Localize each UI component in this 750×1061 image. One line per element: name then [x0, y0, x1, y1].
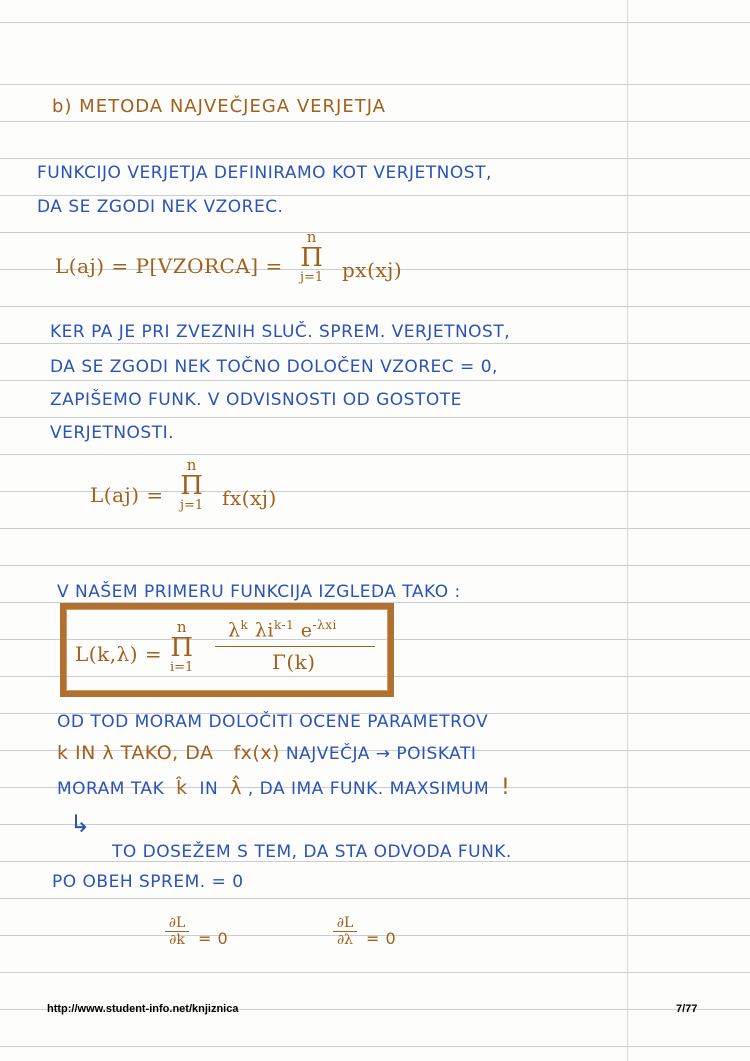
product-symbol: Π — [300, 243, 323, 273]
formula1-rhs: px(xj) — [342, 258, 403, 282]
paragraph1-line1: FUNKCIJO VERJETJA DEFINIRAMO KOT VERJETNOST, — [37, 163, 492, 183]
derivative-dl-dlambda — [333, 916, 357, 947]
formula1-upper: n — [306, 228, 317, 246]
paragraph3: V NAŠEM PRIMERU FUNKCIJA IZGLEDA TAKO : — [57, 582, 461, 602]
derivative-dl-dk — [165, 916, 189, 947]
footer-url[interactable]: http://www.student-info.net/knjiznica — [47, 1003, 239, 1015]
formula2-lower: j=1 — [180, 498, 204, 513]
paragraph4-line2 — [57, 742, 476, 764]
product-symbol: Π — [170, 633, 193, 663]
formula1-product — [300, 230, 323, 284]
derivative2-numerator: ∂L — [336, 915, 354, 931]
numerator-k-minus-1-exponent: k-1 — [274, 618, 295, 632]
numerator-e-exponent: -λxi — [312, 618, 337, 632]
product-symbol: Π — [180, 471, 203, 501]
derivative1-numerator: ∂L — [168, 915, 186, 931]
derivative1-equals-zero: = 0 — [198, 929, 229, 948]
formula2-upper: n — [186, 456, 197, 474]
paragraph2-line1: KER PA JE PRI ZVEZNIH SLUČ. SPREM. VERJETNOST, — [50, 322, 511, 342]
numerator-k-exponent: k — [240, 618, 249, 632]
paragraph4-in: IN — [199, 779, 219, 799]
paragraph4-maxsimum: , DA IMA FUNK. MAXSIMUM — [247, 779, 490, 799]
exclamation-mark: ! — [501, 775, 511, 800]
section-heading: b) METODA NAJVEČJEGA VERJETJA — [52, 96, 386, 117]
formula3-product — [170, 620, 193, 674]
paragraph4-lambda-hat: λ̂ — [230, 777, 242, 799]
formula2-product — [180, 458, 203, 512]
paragraph4-moram-tak: MORAM TAK — [57, 779, 165, 799]
paragraph5-line2: PO OBEH SPREM. = 0 — [52, 872, 244, 892]
paragraph4-k-in-lambda: k IN λ TAKO, DA — [57, 742, 214, 764]
formula3-denominator: Γ(k) — [272, 650, 316, 674]
page-number: 7/77 — [676, 1003, 698, 1015]
paragraph5-line1: TO DOSEŽEM S TEM, DA STA ODVODA FUNK. — [112, 842, 512, 862]
paragraph2-line4: VERJETNOSTI. — [50, 423, 175, 443]
derivative2-equals-zero: = 0 — [366, 929, 397, 948]
paragraph4-fx: fx(x) — [233, 742, 280, 764]
hook-arrow-icon: ↳ — [70, 810, 91, 838]
numerator-lambda-i: λi — [254, 619, 274, 642]
formula2-lhs: L(aj) = — [90, 483, 164, 507]
paragraph2-line2: DA SE ZGODI NEK TOČNO DOLOČEN VZOREC = 0, — [50, 357, 498, 377]
formula3-lower: i=1 — [170, 660, 194, 675]
margin-line — [627, 0, 628, 1061]
formula1-lhs: L(aj) = P[VZORCA] = — [55, 254, 283, 278]
formula3-upper: n — [176, 618, 187, 636]
derivative2-denominator: ∂λ — [336, 932, 354, 948]
paragraph1-line2: DA SE ZGODI NEK VZOREC. — [37, 197, 284, 217]
formula1-lower: j=1 — [300, 270, 324, 285]
paragraph4-line3 — [57, 775, 510, 800]
formula3-lhs: L(k,λ) = — [75, 642, 163, 666]
formula2-rhs: fx(xj) — [222, 486, 277, 510]
paragraph4-najvecja: NAJVEČJA → POISKATI — [285, 744, 477, 764]
formula3-numerator — [228, 618, 337, 641]
numerator-e: e — [300, 619, 313, 642]
derivative1-denominator: ∂k — [169, 932, 185, 948]
paragraph2-line3: ZAPIŠEMO FUNK. V ODVISNOSTI OD GOSTOTE — [50, 390, 462, 410]
numerator-lambda: λ — [228, 619, 241, 642]
fraction-bar — [215, 646, 375, 647]
paragraph4-k-hat: k̂ — [176, 777, 188, 799]
paragraph4-line1: OD TOD MORAM DOLOČITI OCENE PARAMETROV — [57, 712, 489, 732]
